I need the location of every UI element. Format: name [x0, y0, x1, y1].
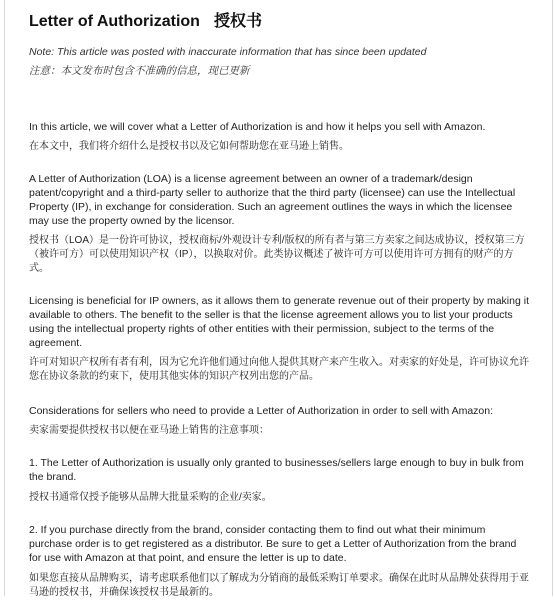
point-2-cn: 如果您直接从品牌购买，请考虑联系他们以了解成为分销商的最低采购订单要求。确保在此时从品牌处获得用于亚马逊的授权书，并确保该授权书是最新的。	[29, 573, 529, 598]
licensing-paragraph-cn: 许可对知识产权所有者有利，因为它允许他们通过向他人提供其财产来产生收入。对卖家的好处是，许可协议允许您在协议条款的约束下，使用其他实体的知识产权列出您的产品。	[29, 357, 529, 382]
update-note-en: Note: This article was posted with inaccurate information that has since been updated	[29, 46, 427, 58]
article-content	[29, 12, 529, 600]
considerations-heading-en: Considerations for sellers who need to provide a Letter of Authorization in order to sell with Amazon:	[29, 405, 494, 417]
intro-paragraph-en: In this article, we will cover what a Letter of Authorization is and how it helps you sell with Amazon.	[29, 121, 486, 133]
point-1-cn: 授权书通常仅授予能够从品牌大批量采购的企业/卖家。	[29, 492, 272, 503]
loa-paragraph-en: A Letter of Authorization (LOA) is a license agreement between an owner of a trademark/design patent/copyright and a third-party seller to authorize that the third party (licensee) can use the Intellectual Property (IP), in exchange for consideration. Such an agreement outlines the ways in which the licensee may use the property owned by the licensor.	[29, 173, 516, 227]
considerations-heading-cn: 卖家需要提供授权书以便在亚马逊上销售的注意事项：	[29, 425, 269, 436]
intro-paragraph-cn: 在本文中，我们将介绍什么是授权书以及它如何帮助您在亚马逊上销售。	[29, 141, 349, 152]
loa-paragraph-cn: 授权书（LOA）是一份许可协议，授权商标/外观设计专利/版权的所有者与第三方卖家之间达成协议，授权第三方（被许可方）可以使用知识产权（IP），以换取对价。此类协议概述了被许可方可以使用许可方拥有的财产的方式。	[29, 235, 525, 274]
licensing-paragraph-en: Licensing is beneficial for IP owners, as it allows them to generate revenue out of their property by making it available to others. The benefit to the seller is that the license agreement allows you to list your products using the intellectual property rights of other entities with their permission, subject to the terms of the agreement.	[29, 295, 529, 349]
point-1-en: 1. The Letter of Authorization is usually only granted to businesses/sellers large enough to buy in bulk from the brand.	[29, 457, 524, 483]
update-note-cn: 注意：本文发布时包含不准确的信息，现已更新	[29, 65, 250, 77]
point-2-en: 2. If you purchase directly from the brand, consider contacting them to find out what their minimum purchase order is to get registered as a distributor. Be sure to get a Letter of Authorization from the brand for use with Amazon at that point, and ensure the letter is up to date.	[29, 524, 517, 564]
article-title	[29, 12, 529, 32]
article-title-en: Letter of Authorization	[29, 13, 200, 30]
article-frame	[4, 0, 553, 596]
article-title-cn: 授权书	[213, 13, 262, 30]
